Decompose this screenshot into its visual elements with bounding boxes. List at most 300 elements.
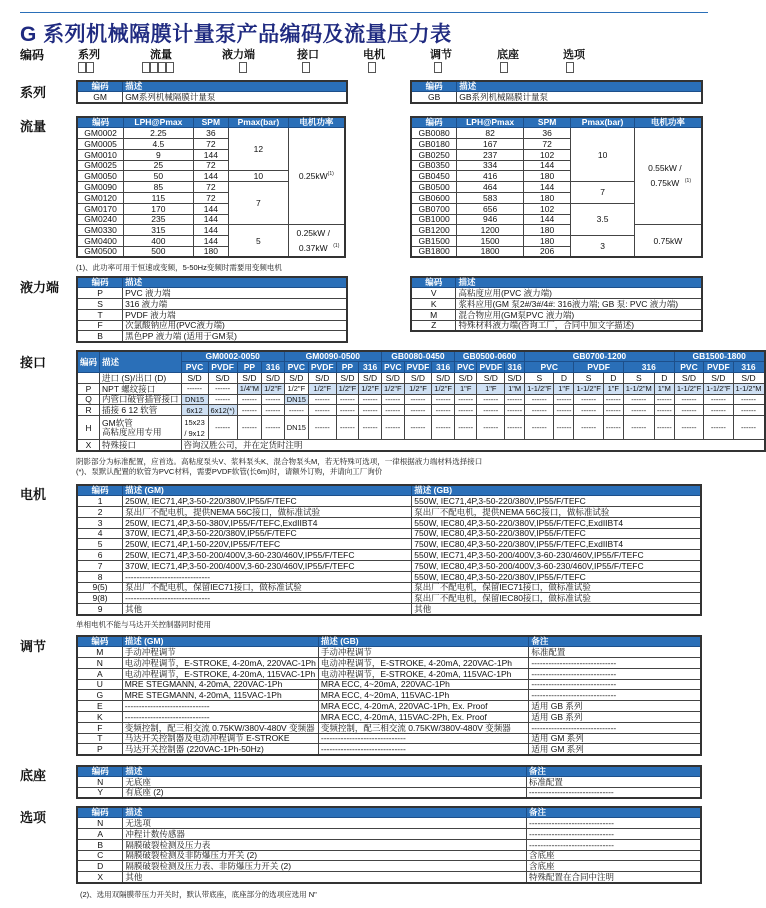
material-header: PVC: [674, 362, 703, 373]
liquid-end-table-gb: [410, 276, 703, 332]
cell-text: 4: [97, 528, 103, 539]
table-cell: GM0240: [77, 214, 124, 225]
table-cell: [412, 550, 701, 561]
cell-text: 泵出厂不配电机，保留IEC71接口，做标准试验: [414, 582, 591, 593]
table-cell: [526, 777, 701, 788]
cell-text: 1-1/2"M: [625, 384, 652, 394]
column-header: 编码: [77, 807, 123, 818]
table-cell: [123, 850, 527, 861]
table-cell: [381, 383, 404, 394]
table-cell: D: [603, 373, 623, 384]
table-cell: [208, 383, 237, 394]
header-row: [77, 485, 701, 496]
table-cell: 167: [457, 139, 524, 150]
table-cell: 464: [457, 182, 524, 193]
cell-text: 1/2"F: [287, 384, 306, 394]
table-cell: [318, 668, 528, 679]
cell-text: ------: [362, 423, 378, 433]
table-cell: [529, 647, 701, 658]
cell-text: 1/2"F: [264, 384, 282, 394]
cell-text: S: [97, 298, 103, 309]
cell-text: K: [97, 711, 103, 722]
control-table: [76, 635, 702, 756]
table-cell: [526, 818, 701, 829]
table-cell: [77, 539, 123, 550]
cell-text: 适用 GB 系列: [531, 711, 583, 722]
code-field-label: 电机: [363, 49, 385, 61]
table-cell: [77, 733, 122, 744]
table-cell: [308, 405, 336, 416]
table-cell: [603, 394, 623, 405]
table-cell: [262, 416, 285, 440]
table-cell: S/D: [404, 373, 432, 384]
cell-text: ------: [362, 405, 378, 415]
table-row: [77, 690, 701, 701]
cell-text: 3: [97, 517, 103, 528]
column-header: 描述: [123, 766, 526, 777]
table-cell: GB0180: [411, 139, 457, 150]
table-cell: [122, 712, 318, 723]
cell-text: ------: [656, 405, 672, 415]
table-cell: [529, 701, 701, 712]
table-cell: [77, 320, 123, 331]
table-cell: [100, 405, 182, 416]
column-header: 编码: [77, 277, 123, 288]
code-box[interactable]: [142, 62, 150, 73]
code-box[interactable]: [434, 62, 442, 73]
table-cell: [77, 496, 123, 507]
table-row: [77, 288, 347, 299]
table-row: [411, 288, 702, 299]
cell-text: 250W, IEC71,4P,3-50-200/400V,3-60-230/460V,IP55/F/TEFC: [125, 549, 355, 560]
table-cell: [623, 416, 654, 440]
table-row: [77, 331, 347, 342]
table-cell: 1200: [457, 225, 524, 236]
column-header: 描述: [123, 277, 347, 288]
table-cell: 144: [193, 149, 229, 160]
cell-text: ------: [435, 405, 451, 415]
table-cell: GM0500: [77, 247, 124, 258]
column-header: Pmax(bar): [229, 117, 289, 128]
pmax-cell: 5: [229, 225, 289, 257]
cell-text: ------: [241, 405, 257, 415]
cell-text: 特殊配置在合同中注明: [528, 871, 614, 882]
code-field-boxes[interactable]: [302, 62, 310, 73]
motor-power-cell: [634, 128, 702, 225]
pmax-cell: 3.5: [571, 203, 635, 235]
table-cell: GB0080: [411, 128, 457, 139]
code-box[interactable]: [78, 62, 86, 73]
column-header: 编码: [411, 81, 457, 92]
table-cell: 102: [523, 203, 570, 214]
table-cell: [123, 861, 527, 872]
table-cell: 144: [193, 236, 229, 247]
motor-table: [76, 484, 702, 616]
cell-text: P: [97, 743, 103, 754]
cell-text: ------: [741, 405, 756, 415]
desc-line: 高粘度应用专用: [102, 426, 162, 437]
table-cell: [123, 92, 347, 103]
table-cell: GM0050: [77, 171, 124, 182]
cell-text: 550W, IEC80,4P,3-50-220/380V,IP55/F/TEFC,ExdIIBT4: [414, 517, 624, 528]
cell-text: G: [96, 690, 104, 701]
cell-text: ------: [215, 423, 231, 433]
code-field-boxes[interactable]: [239, 62, 247, 73]
table-cell: 2.25: [124, 128, 193, 139]
cell-text: F: [97, 320, 103, 331]
table-cell: [623, 405, 654, 416]
table-cell: [733, 383, 765, 394]
table-row: [77, 829, 701, 840]
table-cell: [526, 839, 701, 850]
cell-text: ------: [531, 405, 547, 415]
material-header: 316: [359, 362, 382, 373]
cell-text: ------------------------------: [528, 828, 614, 839]
table-cell: S/D: [359, 373, 382, 384]
cell-text: 隔膜破裂检测及压力表: [125, 839, 211, 850]
pmax-cell: 3: [571, 236, 635, 258]
table-cell: [123, 517, 412, 528]
material-header: PVC: [454, 362, 476, 373]
table-cell: S/D: [432, 373, 455, 384]
table-cell: [77, 604, 123, 615]
table-cell: 235: [124, 214, 193, 225]
cell-text: 1"M: [508, 384, 522, 394]
table-cell: [603, 383, 623, 394]
cell-text: ------: [581, 405, 597, 415]
cell-text: P: [97, 287, 103, 298]
cell-text: 1"F: [485, 384, 497, 394]
table-cell: [318, 744, 528, 755]
material-header: PP: [237, 362, 261, 373]
cell-text: ------: [483, 405, 499, 415]
cell-text: A: [97, 668, 103, 679]
pmax-cell: 10: [571, 128, 635, 182]
table-cell: [284, 383, 308, 394]
table-cell: S: [623, 373, 654, 384]
table-cell: S/D: [284, 373, 308, 384]
table-cell: 85: [124, 182, 193, 193]
table-cell: [412, 539, 701, 550]
table-cell: S/D: [262, 373, 285, 384]
table-cell: 50: [124, 171, 193, 182]
table-cell: GM0005: [77, 139, 124, 150]
cell-text: M: [96, 646, 104, 657]
table-cell: [412, 571, 701, 582]
cell-text: ------: [507, 405, 523, 415]
cell-text: GM系列机械隔膜计量泵: [125, 91, 216, 102]
cell-text: 适用 GM 系列: [531, 733, 584, 744]
cell-text: ------: [531, 394, 547, 404]
desc-line: GM软管: [102, 418, 133, 429]
table-cell: [603, 416, 623, 440]
cell-text: ------: [681, 405, 697, 415]
code-field-boxes[interactable]: [142, 62, 174, 73]
motor-note: 单相电机不能与马达开关控制器同时使用: [76, 620, 211, 629]
table-cell: GM0025: [77, 160, 124, 171]
table-cell: [505, 416, 525, 440]
table-cell: [77, 373, 100, 384]
table-cell: S/D: [505, 373, 525, 384]
table-cell: [100, 440, 182, 451]
table-row: [77, 818, 701, 829]
cell-text: 750W, IEC80,4P,3-50-220/380V,IP55/F/TEFC: [414, 528, 586, 539]
table-cell: [574, 405, 603, 416]
table-cell: 144: [523, 160, 570, 171]
cell-text: 1/2"F: [434, 384, 452, 394]
cell-text: ------------------------------: [125, 571, 211, 582]
material-header: PVC: [525, 362, 574, 373]
table-cell: S/D: [308, 373, 336, 384]
code-box[interactable]: [566, 62, 574, 73]
table-cell: [237, 383, 261, 394]
table-cell: [77, 679, 122, 690]
table-row: [77, 658, 701, 669]
table-cell: GB0450: [411, 171, 457, 182]
table-cell: [122, 744, 318, 755]
cell-text: 1: [97, 495, 103, 506]
cell-text: ------------------------------: [528, 787, 614, 798]
table-cell: [654, 383, 674, 394]
cell-text: 15x23 / 9x12: [184, 417, 205, 438]
table-row: [411, 225, 702, 236]
cell-text: ------: [265, 423, 281, 433]
cell-text: 适用 GB 系列: [531, 700, 583, 711]
table-cell: 315: [124, 225, 193, 236]
table-cell: S/D: [181, 373, 208, 384]
code-field-boxes[interactable]: [500, 62, 508, 73]
table-cell: [359, 416, 382, 440]
code-field-label: 流量: [150, 49, 172, 61]
table-cell: [77, 309, 123, 320]
table-row: [77, 440, 765, 451]
column-header: 电机功率: [288, 117, 345, 128]
cell-text: ------: [605, 405, 621, 415]
cell-text: ------------------------------: [320, 733, 406, 744]
table-row: [77, 850, 701, 861]
table-cell: S/D: [336, 373, 359, 384]
table-row: [77, 722, 701, 733]
table-cell: GB0350: [411, 160, 457, 171]
table-cell: 36: [523, 128, 570, 139]
column-header: 编码: [77, 351, 100, 373]
table-row: [77, 383, 765, 394]
code-box[interactable]: [368, 62, 376, 73]
code-field-boxes[interactable]: [78, 62, 94, 73]
table-cell: [554, 394, 574, 405]
table-cell: [456, 320, 702, 331]
table-cell: [336, 405, 359, 416]
code-label: 编码: [20, 48, 45, 62]
table-cell: GM0330: [77, 225, 124, 236]
cell-text: ------: [410, 394, 426, 404]
table-cell: [308, 394, 336, 405]
cell-text: MRE STEGMANN, 4-20mA, 220VAC-1Ph: [124, 679, 283, 690]
cell-text: 750W, IEC80,4P,3-50-200/400V,3-60-230/460V,IP55/F/TEFC: [414, 560, 644, 571]
material-header: PVDF: [308, 362, 336, 373]
table-cell: 416: [457, 171, 524, 182]
table-cell: R: [77, 405, 100, 416]
table-cell: [412, 517, 701, 528]
header-row: [77, 351, 765, 362]
table-cell: 180: [523, 225, 570, 236]
table-cell: [77, 647, 122, 658]
table-row: [77, 733, 701, 744]
header-row: [77, 277, 347, 288]
table-cell: [77, 507, 123, 518]
table-cell: [359, 383, 382, 394]
table-cell: 9: [124, 149, 193, 160]
cell-text: ------: [458, 423, 474, 433]
column-header: 电机功率: [634, 117, 702, 128]
table-cell: [412, 528, 701, 539]
table-row: [77, 299, 347, 310]
table-cell: H: [77, 416, 100, 440]
top-rule: [20, 12, 708, 13]
table-cell: [181, 394, 208, 405]
table-cell: [411, 320, 456, 331]
table-row: [77, 668, 701, 679]
table-cell: [208, 394, 237, 405]
table-cell: [654, 405, 674, 416]
table-row: [77, 528, 701, 539]
table-cell: [100, 416, 182, 440]
series-table-gm: [76, 80, 348, 104]
code-field-boxes[interactable]: [368, 62, 376, 73]
cell-text: 泵出厂不配电机，保留IEC80接口，做标准试验: [414, 593, 591, 604]
material-header: PVDF: [574, 362, 623, 373]
code-field-label: 系列: [78, 49, 100, 61]
table-cell: D: [654, 373, 674, 384]
table-cell: [123, 507, 412, 518]
table-cell: [77, 593, 123, 604]
cell-text: F: [97, 722, 103, 733]
table-row: [77, 507, 701, 518]
table-cell: [318, 733, 528, 744]
table-row: [77, 582, 701, 593]
table-row: [411, 92, 702, 103]
table-cell: [123, 309, 347, 320]
cell-text: 550W, IEC71,4P,3-50-200/400V,3-60-230/460V,IP55/F/TEFC: [414, 549, 644, 560]
flow-footnote: (1)、此功率可用于恒速或变频，5-50Hz变频时需要用变频电机: [76, 263, 282, 272]
cell-text: 6: [97, 549, 103, 560]
cell-text: ------------------------------: [124, 711, 210, 722]
cell-text: 混合物应用(GM泵PVC 液力端): [458, 309, 575, 320]
cell-text: 泵出厂不配电机，提供NEMA 56C接口，做标准试验: [125, 506, 321, 517]
cell-text: 泵出厂不配电机，保留IEC71接口，做标准试验: [125, 582, 302, 593]
table-cell: GB0700: [411, 203, 457, 214]
cell-text: 370W, IEC71,4P,3-50-220/380V,IP55/F/TEFC: [125, 528, 297, 539]
table-cell: [318, 712, 528, 723]
table-cell: 144: [523, 182, 570, 193]
table-cell: [454, 405, 476, 416]
table-cell: [574, 383, 603, 394]
model-group-header: GB0080-0450: [381, 351, 454, 362]
table-cell: S/D: [208, 373, 237, 384]
table-cell: [77, 582, 123, 593]
connection-note-2: (*)、泵默认配置的软管为PVC材料，需要PVDF软管(长6m)时，请额外订购，并请向工厂询价: [76, 467, 383, 476]
table-cell: [123, 593, 412, 604]
code-box[interactable]: [500, 62, 508, 73]
cell-text: 1/2"F: [361, 384, 379, 394]
cell-text: 250W, IEC71,4P,1-50-220V,IP55/F/TEFC: [125, 539, 281, 550]
column-header: LPH@Pmax: [124, 117, 193, 128]
table-cell: [308, 416, 336, 440]
cell-text: 370W, IEC71,4P,3-50-200/400V,3-60-230/460V,IP55/F/TEFC: [125, 560, 355, 571]
table-cell: 946: [457, 214, 524, 225]
material-header: 316: [262, 362, 285, 373]
code-box[interactable]: [302, 62, 310, 73]
code-box[interactable]: [158, 62, 166, 73]
cell-text: 1/2"F: [313, 384, 332, 394]
table-cell: [77, 850, 123, 861]
code-field-label: 液力端: [222, 49, 255, 61]
table-cell: 82: [457, 128, 524, 139]
table-row: [77, 561, 701, 572]
cell-text: MRA ECC, 4~20mA, 220VAC-1Ph: [320, 679, 450, 690]
cell-text: ------: [483, 423, 499, 433]
table-row: [77, 861, 701, 872]
code-box[interactable]: [150, 62, 158, 73]
code-box[interactable]: [86, 62, 94, 73]
table-cell: [412, 582, 701, 593]
table-cell: [529, 690, 701, 701]
material-header: PVDF: [404, 362, 432, 373]
table-row: [77, 550, 701, 561]
cell-text: ------: [605, 423, 621, 433]
page-title: G 系列机械隔膜计量泵产品编码及流量压力表: [20, 23, 452, 46]
code-box[interactable]: [239, 62, 247, 73]
table-cell: [674, 416, 703, 440]
cell-text: 1-1/2"M: [735, 384, 762, 394]
table-row: [77, 320, 347, 331]
cell-text: K: [430, 298, 437, 309]
cell-text: ------: [215, 384, 231, 394]
cell-text: N: [96, 657, 103, 668]
table-cell: [181, 416, 208, 440]
model-group-header: GM0090-0500: [284, 351, 381, 362]
table-cell: [554, 416, 574, 440]
table-cell: [456, 288, 702, 299]
code-field-boxes[interactable]: [434, 62, 442, 73]
header-row: [411, 81, 702, 92]
cell-text: 浆料应用(GM 泵2#/3#/4#: 316液力端; GB 泵: PVC 液力端): [458, 298, 679, 309]
table-cell: [284, 394, 308, 405]
material-header: PP: [336, 362, 359, 373]
cell-text: 标准配置: [528, 776, 563, 787]
desc-line: NPT 螺纹接口: [102, 383, 156, 394]
power-value: 0.55kW / 0.75kW: [648, 163, 682, 189]
table-cell: S/D: [381, 373, 404, 384]
material-header: PVC: [381, 362, 404, 373]
table-cell: [122, 679, 318, 690]
code-field-boxes[interactable]: [566, 62, 574, 73]
table-cell: [77, 288, 123, 299]
table-row: [77, 701, 701, 712]
table-cell: [100, 394, 182, 405]
cell-text: 变频控制，配三相交流 0.75KW/380V-480V 变频器: [124, 722, 315, 733]
column-header: SPM: [523, 117, 570, 128]
cell-text: 高粘度应用(PVC 液力端): [458, 287, 552, 298]
material-header: PVDF: [208, 362, 237, 373]
table-cell: [77, 777, 123, 788]
code-box[interactable]: [166, 62, 174, 73]
column-header: 描述 (GM): [123, 485, 412, 496]
footnote-marker: (1): [684, 178, 691, 185]
column-header: 编码: [77, 636, 122, 647]
cell-text: 手动冲程调节: [124, 646, 176, 657]
cell-text: ------: [556, 405, 572, 415]
